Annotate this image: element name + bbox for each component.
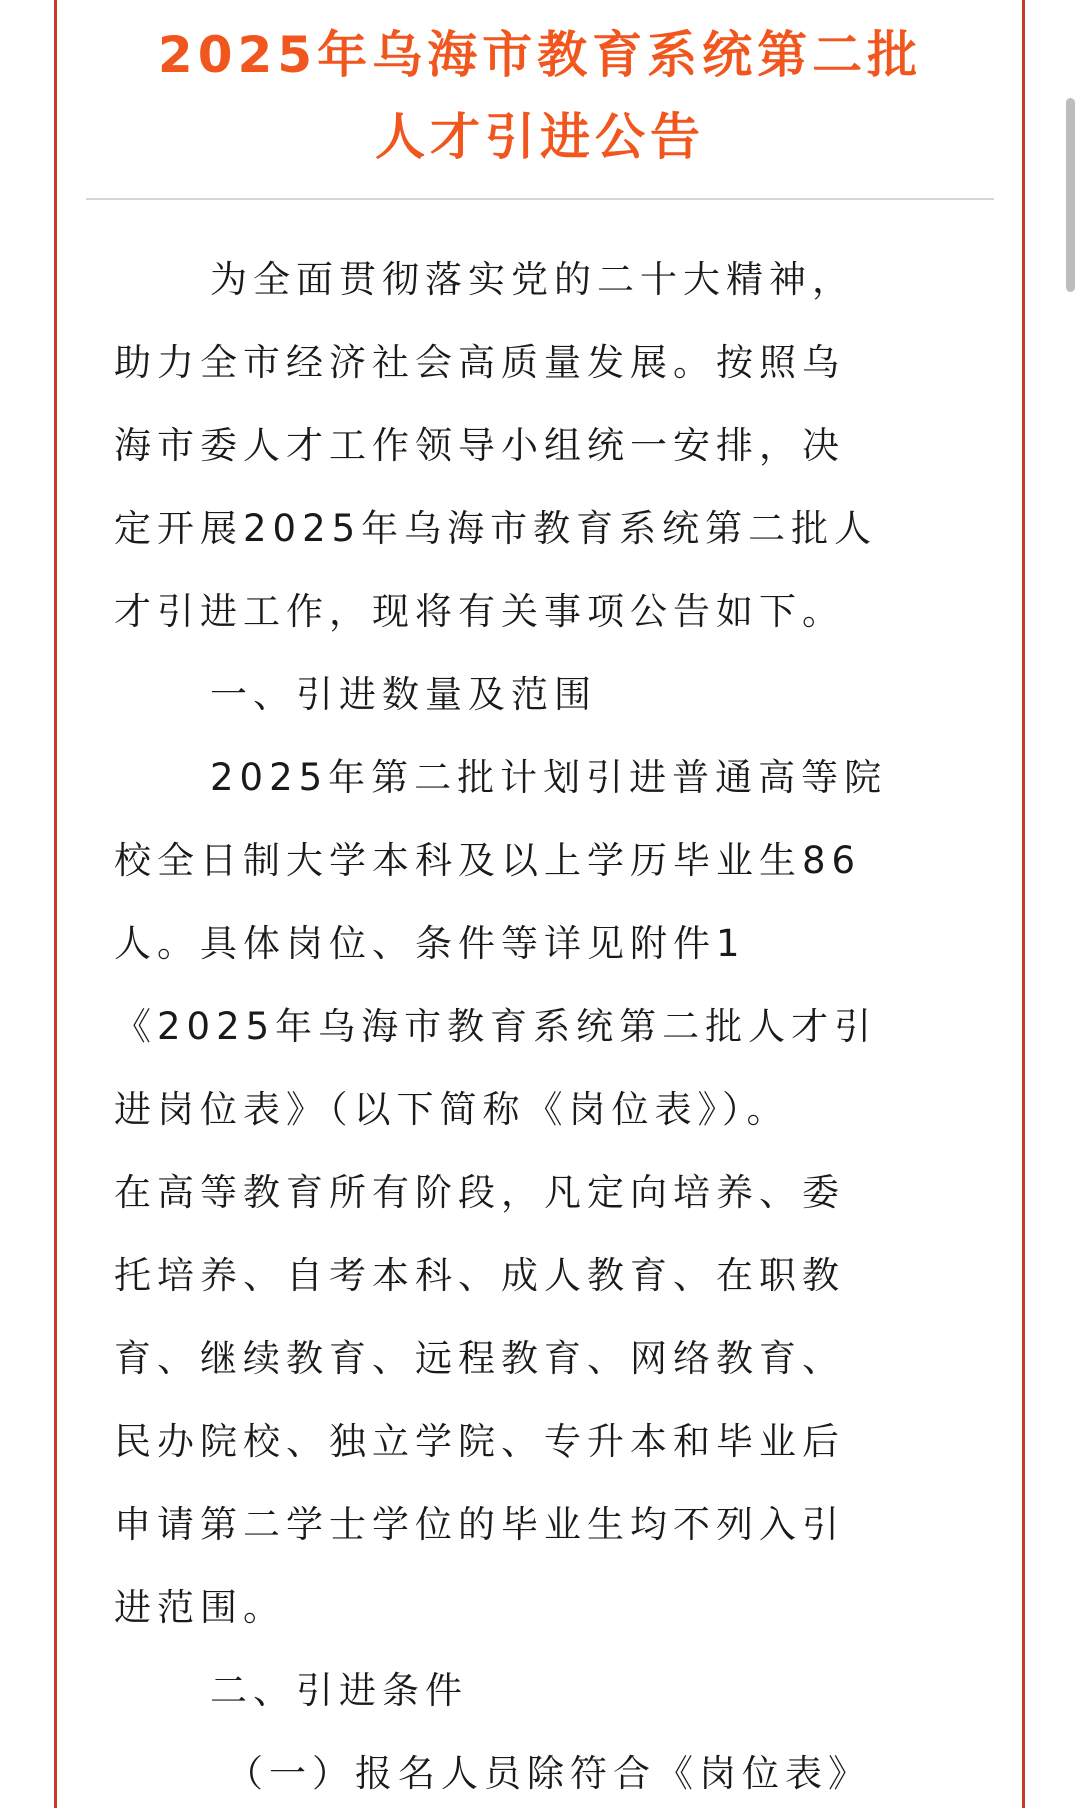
body-line: 人。具体岗位、条件等详见附件1 [114, 922, 746, 965]
body-line: 民办院校、独立学院、专升本和毕业后 [114, 1420, 845, 1463]
title-divider [86, 198, 994, 200]
body-line: 2025年第二批计划引进普通高等院 [210, 756, 888, 799]
body-line: 在高等教育所有阶段，凡定向培养、委 [114, 1171, 845, 1214]
body-line: 助力全市经济社会高质量发展。按照乌 [114, 341, 845, 384]
body-line: 进岗位表》（以下简称《岗位表》）。 [114, 1088, 790, 1131]
body-line: 育、继续教育、远程教育、网络教育、 [114, 1337, 845, 1380]
section-heading-1: 一、引进数量及范围 [210, 673, 597, 716]
title-line-1: 2025年乌海市教育系统第二批 [157, 26, 923, 84]
announcement-body [114, 238, 984, 1815]
body-line: 托培养、自考本科、成人教育、在职教 [114, 1254, 845, 1297]
subsection-heading-1: （一）报名人员除符合《岗位表》 [226, 1752, 871, 1795]
title-line-2: 人才引进公告 [375, 108, 705, 166]
scrollbar-thumb[interactable] [1066, 98, 1075, 292]
body-line: 进范围。 [114, 1586, 286, 1629]
body-line: 申请第二学士学位的毕业生均不列入引 [114, 1503, 845, 1546]
section-heading-2: 二、引进条件 [210, 1669, 468, 1712]
body-line: 才引进工作，现将有关事项公告如下。 [114, 590, 845, 633]
announcement-title [80, 14, 1000, 178]
body-line: 定开展2025年乌海市教育系统第二批人 [114, 507, 878, 550]
right-border-line [1022, 0, 1025, 1808]
body-line: 海市委人才工作领导小组统一安排，决 [114, 424, 845, 467]
body-line: 《2025年乌海市教育系统第二批人才引 [114, 1005, 878, 1048]
body-line: 为全面贯彻落实党的二十大精神， [210, 258, 855, 301]
left-border-line [54, 0, 57, 1808]
body-line: 校全日制大学本科及以上学历毕业生86 [114, 839, 862, 882]
